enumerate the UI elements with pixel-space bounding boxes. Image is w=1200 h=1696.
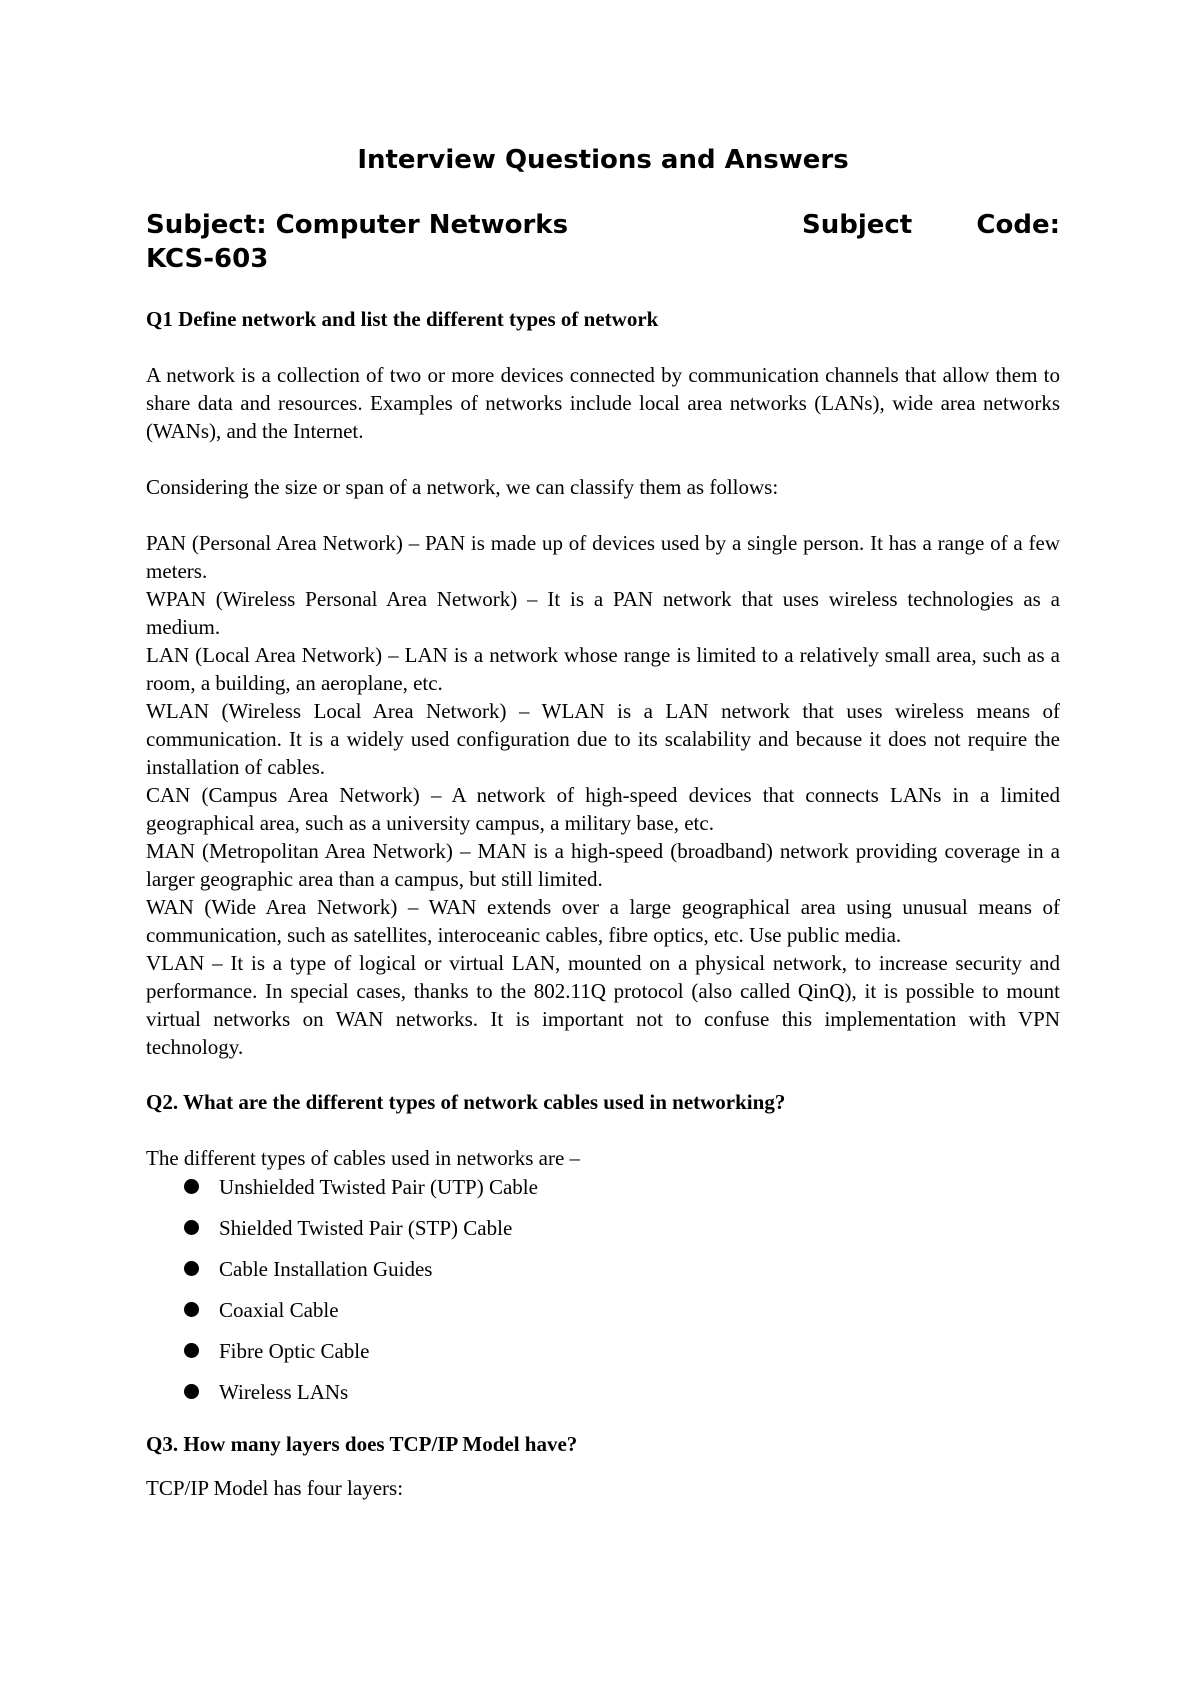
document-content [146,143,1060,1502]
bullet-icon [184,1343,199,1358]
network-type-item: WLAN (Wireless Local Area Network) – WLAN is a LAN network that uses wireless means of communication. It is a widely used configuration due to its scalability and because it does not require the installation of cables. [146,699,1060,779]
bullet-icon [184,1302,199,1317]
cable-type-label: Fibre Optic Cable [219,1338,370,1363]
network-type-item: CAN (Campus Area Network) – A network of high-speed devices that connects LANs in a limited geographical area, such as a university campus, a military base, etc. [146,783,1060,835]
bullet-icon [184,1220,199,1235]
cable-type-label: Cable Installation Guides [219,1256,433,1281]
network-type-item: WAN (Wide Area Network) – WAN extends over a large geographical area using unusual means of communication, such as satellites, interoceanic cables, fibre optics, etc. Use public media. [146,895,1060,947]
subject-code-label [802,208,1060,242]
cable-type-label: Coaxial Cable [219,1297,339,1322]
q1-intro: A network is a collection of two or more devices connected by communication channels that allow them to share data and resources. Examples of networks include local area networks (LANs), wide area networks (WANs), and the Internet. [146,363,1060,443]
subject-header [146,208,1060,276]
bullet-icon [184,1179,199,1194]
q3-heading: Q3. How many layers does TCP/IP Model have? [146,1432,578,1456]
q2-intro: The different types of cables used in networks are – [146,1146,581,1170]
network-type-item: PAN (Personal Area Network) – PAN is made up of devices used by a single person. It has a range of a few meters. [146,531,1060,583]
q1-classify: Considering the size or span of a network, we can classify them as follows: [146,475,779,499]
q3-intro: TCP/IP Model has four layers: [146,1476,404,1500]
cable-type-label: Shielded Twisted Pair (STP) Cable [219,1215,513,1240]
cable-type-label: Unshielded Twisted Pair (UTP) Cable [219,1174,538,1199]
subject-code-word1: Subject [802,210,913,240]
subject-row [146,208,1060,242]
network-type-item: MAN (Metropolitan Area Network) – MAN is a high-speed (broadband) network providing coverage in a larger geographic area than a campus, but still limited. [146,839,1060,891]
network-type-item: LAN (Local Area Network) – LAN is a network whose range is limited to a relatively small area, such as a room, a building, an aeroplane, etc. [146,643,1060,695]
bullet-icon [184,1384,199,1399]
q2-heading: Q2. What are the different types of network cables used in networking? [146,1090,786,1114]
subject-label: Subject: Computer Networks [146,210,569,240]
cable-type-label: Wireless LANs [219,1379,349,1404]
network-type-item: WPAN (Wireless Personal Area Network) – It is a PAN network that uses wireless technologies as a medium. [146,587,1060,639]
list-item [146,1289,1060,1330]
network-type-item: VLAN – It is a type of logical or virtual LAN, mounted on a physical network, to increase security and performance. In special cases, thanks to the 802.11Q protocol (also called QinQ), it is possible to mount virtual networks on WAN networks. It is important not to confuse this implementation with VPN technology. [146,951,1060,1059]
network-types-list [146,529,1060,1061]
subject-code-word2: Code: [976,210,1060,240]
list-item [146,1207,1060,1248]
cable-types-list [146,1166,1060,1412]
list-item [146,1166,1060,1207]
list-item [146,1248,1060,1289]
q1-heading: Q1 Define network and list the different types of network [146,307,659,331]
bullet-icon [184,1261,199,1276]
list-item [146,1371,1060,1412]
subject-code-value: KCS-603 [146,244,269,274]
list-item [146,1330,1060,1371]
page-title: Interview Questions and Answers [357,145,849,175]
